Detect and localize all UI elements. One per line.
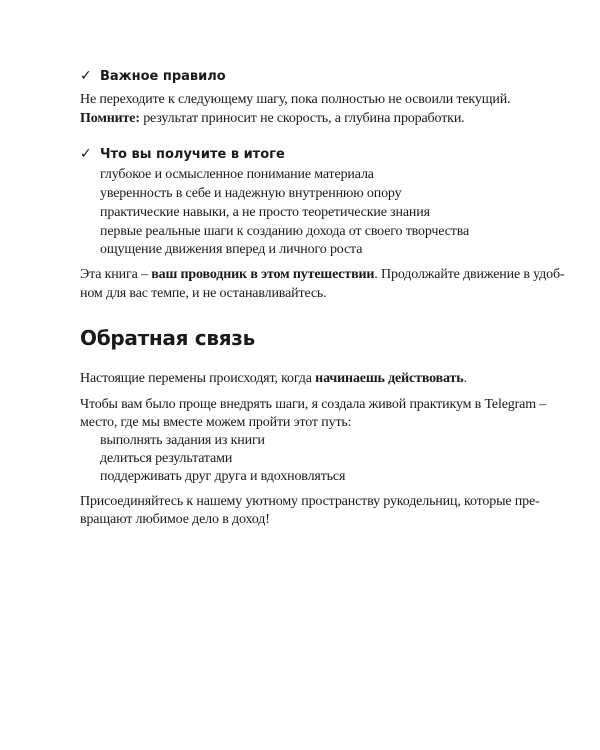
checkmark-icon: ✓ — [80, 146, 92, 162]
rule-line-2 — [80, 109, 532, 128]
remember-text: результат приносит не скорость, а глубина проработки. — [139, 111, 465, 126]
section-title: Обратная связь — [80, 326, 255, 350]
list-item: первые реальные шаги к созданию дохода от своего творчества — [100, 224, 470, 239]
remember-label: Помните: — [80, 111, 140, 126]
list-item: выполнять задания из книги — [100, 433, 265, 448]
important-rule-heading — [80, 68, 226, 85]
feedback-paragraph-2-line-2: место, где мы вместе можем пройти этот путь: — [80, 415, 352, 430]
checkmark-icon: ✓ — [80, 68, 92, 84]
result-heading — [80, 146, 285, 163]
feedback-paragraph-3-line-2: вращают любимое дело в доход! — [80, 512, 270, 527]
list-item: делиться результатами — [100, 451, 233, 466]
list-item: глубокое и осмысленное понимание материала — [100, 167, 374, 182]
guide-paragraph-line-1 — [80, 265, 565, 284]
list-item: ощущение движения вперед и личного роста — [100, 242, 363, 257]
heading-text: Что вы получите в итоге — [100, 147, 285, 162]
p1-text-bold: начинаешь действовать — [315, 371, 464, 386]
list-item: поддерживать друг друга и вдохновляться — [100, 469, 346, 484]
p1-text-pre: Настоящие перемены происходят, когда — [80, 371, 316, 386]
list-item: уверенность в себе и надежную внутреннюю опору — [100, 186, 402, 201]
p1-text-post: . — [463, 371, 467, 386]
guide-text-pre: Эта книга – — [80, 267, 152, 282]
guide-text-bold: ваш проводник в этом путешествии — [151, 267, 375, 282]
list-item: практические навыки, а не просто теоретические знания — [100, 205, 430, 220]
feedback-paragraph-3-line-1: Присоединяйтесь к нашему уютному пространству рукодельниц, которые пре- — [80, 494, 540, 509]
heading-text: Важное правило — [100, 69, 226, 84]
guide-text-post: . Продолжайте движение в удоб- — [374, 267, 565, 282]
guide-paragraph-line-2: ном для вас темпе, и не останавливайтесь. — [80, 286, 327, 301]
feedback-paragraph-2-line-1: Чтобы вам было проще внедрять шаги, я создала живой практикум в Telegram – — [80, 397, 547, 412]
rule-line-1: Не переходите к следующему шагу, пока полностью не освоили текущий. — [80, 92, 511, 107]
feedback-paragraph-1 — [80, 369, 532, 388]
